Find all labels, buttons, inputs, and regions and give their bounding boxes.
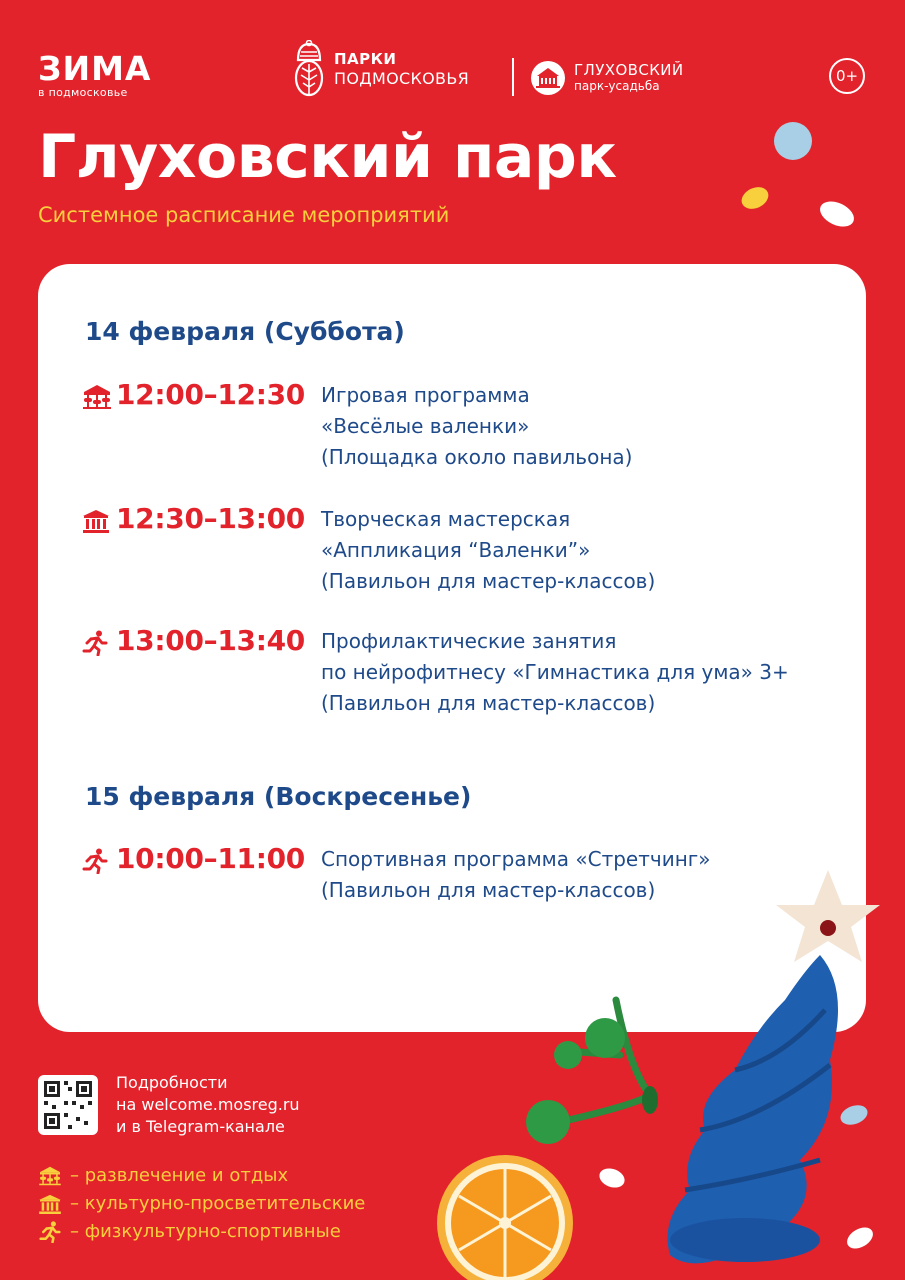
parks-logo xyxy=(292,40,469,98)
acorn-leaf-icon xyxy=(292,40,326,98)
event-description xyxy=(321,626,789,719)
event-row xyxy=(82,624,789,719)
zima-logo-subtitle: в подмосковье xyxy=(38,86,128,99)
page-subtitle: Системное расписание мероприятий xyxy=(38,203,450,227)
event-time: 12:00–12:30 xyxy=(116,378,305,411)
glukhovsky-logo-type: парк-усадьба xyxy=(574,79,660,93)
event-description xyxy=(321,504,655,597)
day-heading: 14 февраля (Суббота) xyxy=(85,317,405,346)
legend-item xyxy=(38,1162,365,1190)
event-line: Игровая программа xyxy=(321,383,530,407)
zima-logo xyxy=(38,49,152,99)
details-line: и в Telegram-канале xyxy=(116,1117,285,1136)
legend-item xyxy=(38,1190,365,1218)
event-line: по нейрофитнесу «Гимнастика для ума» 3+ xyxy=(321,660,789,684)
qr-code[interactable] xyxy=(38,1075,98,1135)
event-line: (Павильон для мастер-классов) xyxy=(321,691,656,715)
page-title: Глуховский парк xyxy=(38,122,617,192)
legend xyxy=(38,1162,365,1246)
age-rating-badge: 0+ xyxy=(829,58,865,94)
event-line: Спортивная программа «Стретчинг» xyxy=(321,847,711,871)
event-line: Творческая мастерская xyxy=(321,507,571,531)
event-line: (Площадка около павильона) xyxy=(321,445,633,469)
runner-icon xyxy=(38,1221,62,1243)
event-row xyxy=(82,378,632,473)
legend-label: – развлечение и отдых xyxy=(70,1165,289,1186)
zima-logo-title: ЗИМА xyxy=(38,49,152,88)
runner-icon xyxy=(82,630,108,656)
details-link[interactable]: на welcome.mosreg.ru xyxy=(116,1095,300,1114)
legend-label: – физкультурно-спортивные xyxy=(70,1221,341,1242)
museum-icon xyxy=(82,509,110,533)
details-text xyxy=(116,1072,300,1138)
orange-slice-decoration xyxy=(430,1148,580,1280)
museum-icon xyxy=(38,1194,62,1214)
runner-icon xyxy=(82,848,108,874)
event-line: (Павильон для мастер-классов) xyxy=(321,569,656,593)
event-time: 12:30–13:00 xyxy=(116,502,305,535)
event-line: (Павильон для мастер-классов) xyxy=(321,878,656,902)
carousel-icon xyxy=(82,384,112,410)
event-line: Профилактические занятия xyxy=(321,629,617,653)
manor-icon xyxy=(530,60,566,96)
glukhovsky-logo-name: ГЛУХОВСКИЙ xyxy=(574,61,684,79)
parks-logo-line1: ПАРКИ xyxy=(334,50,397,68)
event-time: 13:00–13:40 xyxy=(116,624,305,657)
carousel-icon xyxy=(38,1166,62,1186)
legend-item xyxy=(38,1218,365,1246)
event-line: «Весёлые валенки» xyxy=(321,414,530,438)
legend-label: – культурно-просветительские xyxy=(70,1193,366,1214)
parks-logo-line2: ПОДМОСКОВЬЯ xyxy=(334,69,470,88)
event-time: 10:00–11:00 xyxy=(116,842,305,875)
event-line: «Аппликация “Валенки”» xyxy=(321,538,591,562)
details-line: Подробности xyxy=(116,1073,228,1092)
event-row xyxy=(82,502,655,597)
glukhovsky-logo xyxy=(530,60,684,96)
event-description xyxy=(321,380,632,473)
logo-divider xyxy=(512,58,514,96)
qr-code-icon xyxy=(38,1075,98,1135)
confetti-decoration xyxy=(730,115,860,235)
day-heading: 15 февраля (Воскресенье) xyxy=(85,782,472,811)
